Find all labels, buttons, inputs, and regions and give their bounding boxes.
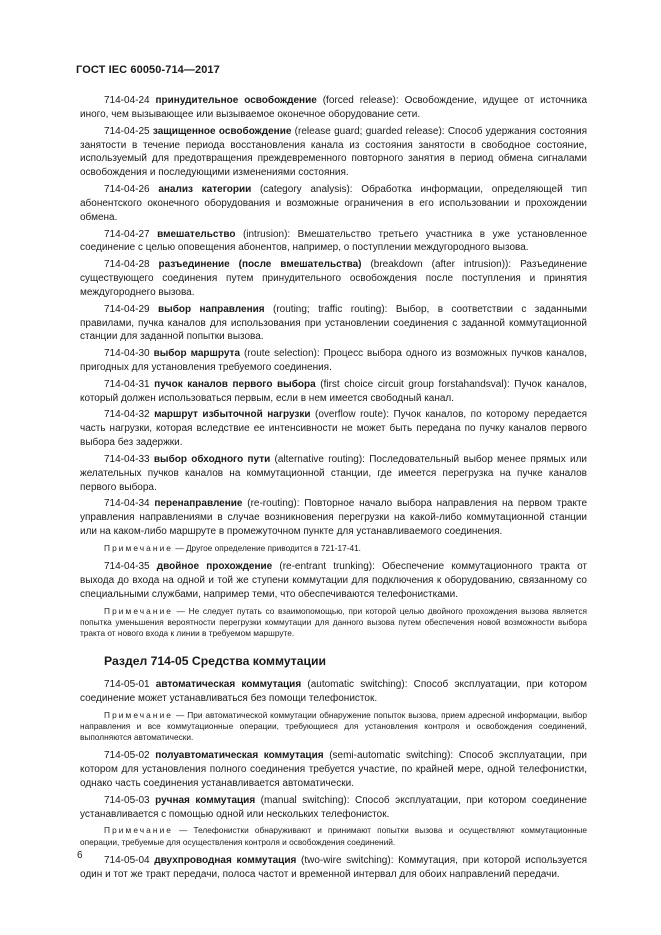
term-entry bbox=[80, 453, 587, 495]
term-number: 714-04-29 bbox=[104, 303, 150, 315]
term-name: ручная коммутация bbox=[155, 794, 256, 806]
term-number: 714-04-34 bbox=[104, 498, 150, 510]
page-header: ГОСТ IEC 60050-714—2017 bbox=[76, 64, 220, 76]
term-name: полуавтоматическая коммутация bbox=[155, 750, 324, 762]
term-number: 714-05-04 bbox=[104, 854, 150, 866]
term-name: перенаправление bbox=[154, 498, 243, 510]
term-entry bbox=[80, 497, 587, 539]
term-name: выбор направления bbox=[158, 303, 265, 315]
term-definition: (re-routing): Повторное начало выбора направления на первом тракте управления направлениями в случае возникновения перегрузки на какой-либо коммутационной станции или на каком-либо маршруте в промежуточном пункте для устанавливаемого соединения. bbox=[80, 498, 588, 538]
term-definition: (breakdown (after intrusion)): Разъединение существующего соединения путем принудительного освобождения после поступления и принятия междугороднего вызова. bbox=[80, 259, 588, 298]
term-number: 714-04-33 bbox=[104, 453, 150, 465]
term-number: 714-05-01 bbox=[104, 678, 150, 690]
term-name: маршрут избыточной нагрузки bbox=[154, 409, 311, 421]
document-body bbox=[80, 94, 587, 884]
term-definition: (semi-automatic switching): Способ эксплуатации, при котором для установления полного соединения требуется участие, по крайней мере, одной телефонистки, однако часть соединения устанавливается автоматически. bbox=[80, 750, 587, 789]
term-definition: (intrusion): Вмешательство третьего участника в уже установленное соединение с целью оповещения абонентов, например, о поступлении междугородного вызова. bbox=[80, 228, 588, 254]
term-entry bbox=[80, 228, 587, 256]
term-entry bbox=[80, 678, 587, 706]
term-number: 714-04-27 bbox=[104, 228, 150, 240]
page-number: 6 bbox=[77, 850, 83, 861]
term-entry bbox=[80, 94, 587, 122]
term-definition: (route selection): Процесс выбора одного из возможных пучков каналов, пригодных для установления требуемого соединения. bbox=[80, 348, 587, 374]
term-name: выбор обходного пути bbox=[153, 453, 271, 465]
note-label: Примечание bbox=[104, 543, 174, 554]
term-definition: (re-entrant trunking): Обеспечение коммутационного тракта от выхода до входа на одной и той же ступени коммутации для подключения к оборудованию, связанному со специальными службами, например теми, что обеспечиваются телефонистками. bbox=[80, 561, 588, 601]
term-name: пучок каналов первого выбора bbox=[154, 378, 316, 390]
term-name: принудительное освобождение bbox=[155, 95, 317, 106]
term-number: 714-04-32 bbox=[104, 409, 150, 421]
note bbox=[80, 543, 587, 554]
term-definition: (first choice circuit group forstahandsval): Пучок каналов, который должен использоваться первым, если в нем имеется свободный канал. bbox=[80, 378, 588, 404]
term-definition: (manual switching): Способ эксплуатации, при котором соединение устанавливается с помощью одной или нескольких телефонисток. bbox=[80, 794, 587, 820]
term-entry bbox=[80, 378, 587, 406]
term-name: анализ категории bbox=[158, 184, 252, 196]
note-label: Примечание bbox=[104, 825, 174, 836]
term-definition: (overflow route): Пучок каналов, по которому передается часть нагрузки, которая вследствие ее интенсивности не может быть передана по пучку каналов первого выбора без задержки. bbox=[80, 409, 587, 449]
term-name: разъединение (после вмешательства) bbox=[158, 259, 362, 271]
term-number: 714-04-26 bbox=[104, 184, 150, 196]
term-entry bbox=[80, 303, 587, 345]
term-definition: (routing; traffic routing): Выбор, в соответствии с заданными правилами, пучка каналов для использования при установлении соединения с заданной коммутационной станции для заданной попытки вызова. bbox=[80, 303, 587, 343]
term-entry bbox=[80, 258, 587, 300]
term-number: 714-04-24 bbox=[104, 95, 150, 106]
term-entry bbox=[80, 125, 587, 181]
note-label: Примечание bbox=[104, 606, 174, 617]
note-text: — При автоматической коммутации обнаружение попыток вызова, прием адресной информации, выбор направления и все коммутационные операции, требующиеся для установления контроля и освобождения соединений, выполняются автоматически. bbox=[80, 709, 587, 742]
term-number: 714-04-31 bbox=[104, 378, 150, 390]
note-text: — Другое определение приводится в 721-17-41. bbox=[173, 543, 361, 554]
section-heading: Раздел 714-05 Средства коммутации bbox=[104, 653, 327, 668]
term-number: 714-04-35 bbox=[104, 561, 150, 573]
term-number: 714-05-03 bbox=[104, 794, 150, 806]
term-definition: (category analysis): Обработка информации, определяющей тип абонентского оконечного оборудования и возможные ограничения в его использовании и прохождении обмена. bbox=[80, 184, 587, 223]
term-number: 714-05-02 bbox=[104, 750, 150, 762]
term-entry bbox=[80, 347, 587, 375]
term-name: двойное прохождение bbox=[156, 561, 273, 573]
term-name: двухпроводная коммутация bbox=[154, 854, 297, 866]
term-name: выбор маршрута bbox=[153, 348, 240, 360]
note-text: — Телефонистки обнаруживают и принимают попытки вызова и осуществляют коммутационные операции, требуемые для осуществления контроля и освобождения соединений. bbox=[80, 825, 587, 847]
term-definition: (two-wire switching): Коммутация, при которой используется один и тот же тракт передачи, полоса частот и временной интервал для обоих направлений передачи. bbox=[80, 854, 587, 880]
note-text: — Не следует путать со взаимопомощью, при которой целью двойного прохождения вызова является попытка уменьшения вероятности перегрузки коммутации для данного вызова путем обеспечения новой возможности выбора тракта от нового входа к линии в требуемом маршруте. bbox=[80, 606, 587, 639]
note bbox=[80, 710, 587, 744]
term-definition: (automatic switching): Способ эксплуатации, при котором соединение может устанавливаться без помощи телефонисток. bbox=[80, 678, 588, 704]
term-number: 714-04-25 bbox=[104, 125, 150, 137]
term-entry bbox=[80, 408, 587, 450]
term-entry bbox=[80, 749, 587, 791]
term-definition: (forced release): Освобождение, идущее от источника иного, чем вызывающее или вызываемое оконечное оборудование сети. bbox=[80, 95, 588, 120]
term-number: 714-04-30 bbox=[104, 348, 150, 360]
term-definition: (release guard; guarded release): Способ удержания состояния занятости в течение периода восстановления канала из состояния занятости в свободное состояние, используемый для предотвращения преждевременного повторного занятия в период обмена сигналами освобождения и последующими изменениями состояния. bbox=[80, 125, 587, 179]
note bbox=[80, 825, 587, 847]
term-entry bbox=[80, 794, 587, 822]
note-label: Примечание bbox=[104, 709, 174, 720]
term-entry bbox=[80, 183, 587, 225]
term-number: 714-04-28 bbox=[104, 259, 150, 271]
term-entry bbox=[80, 854, 587, 882]
term-name: вмешательство bbox=[157, 228, 236, 240]
term-name: защищенное освобождение bbox=[152, 125, 292, 137]
note bbox=[80, 606, 587, 640]
term-entry bbox=[80, 560, 587, 602]
term-name: автоматическая коммутация bbox=[155, 678, 302, 690]
term-definition: (alternative routing): Последовательный выбор менее прямых или желательных пучков каналов на коммутационной станции, где имеется перегрузка на пучке каналов первого выбора. bbox=[80, 453, 588, 493]
